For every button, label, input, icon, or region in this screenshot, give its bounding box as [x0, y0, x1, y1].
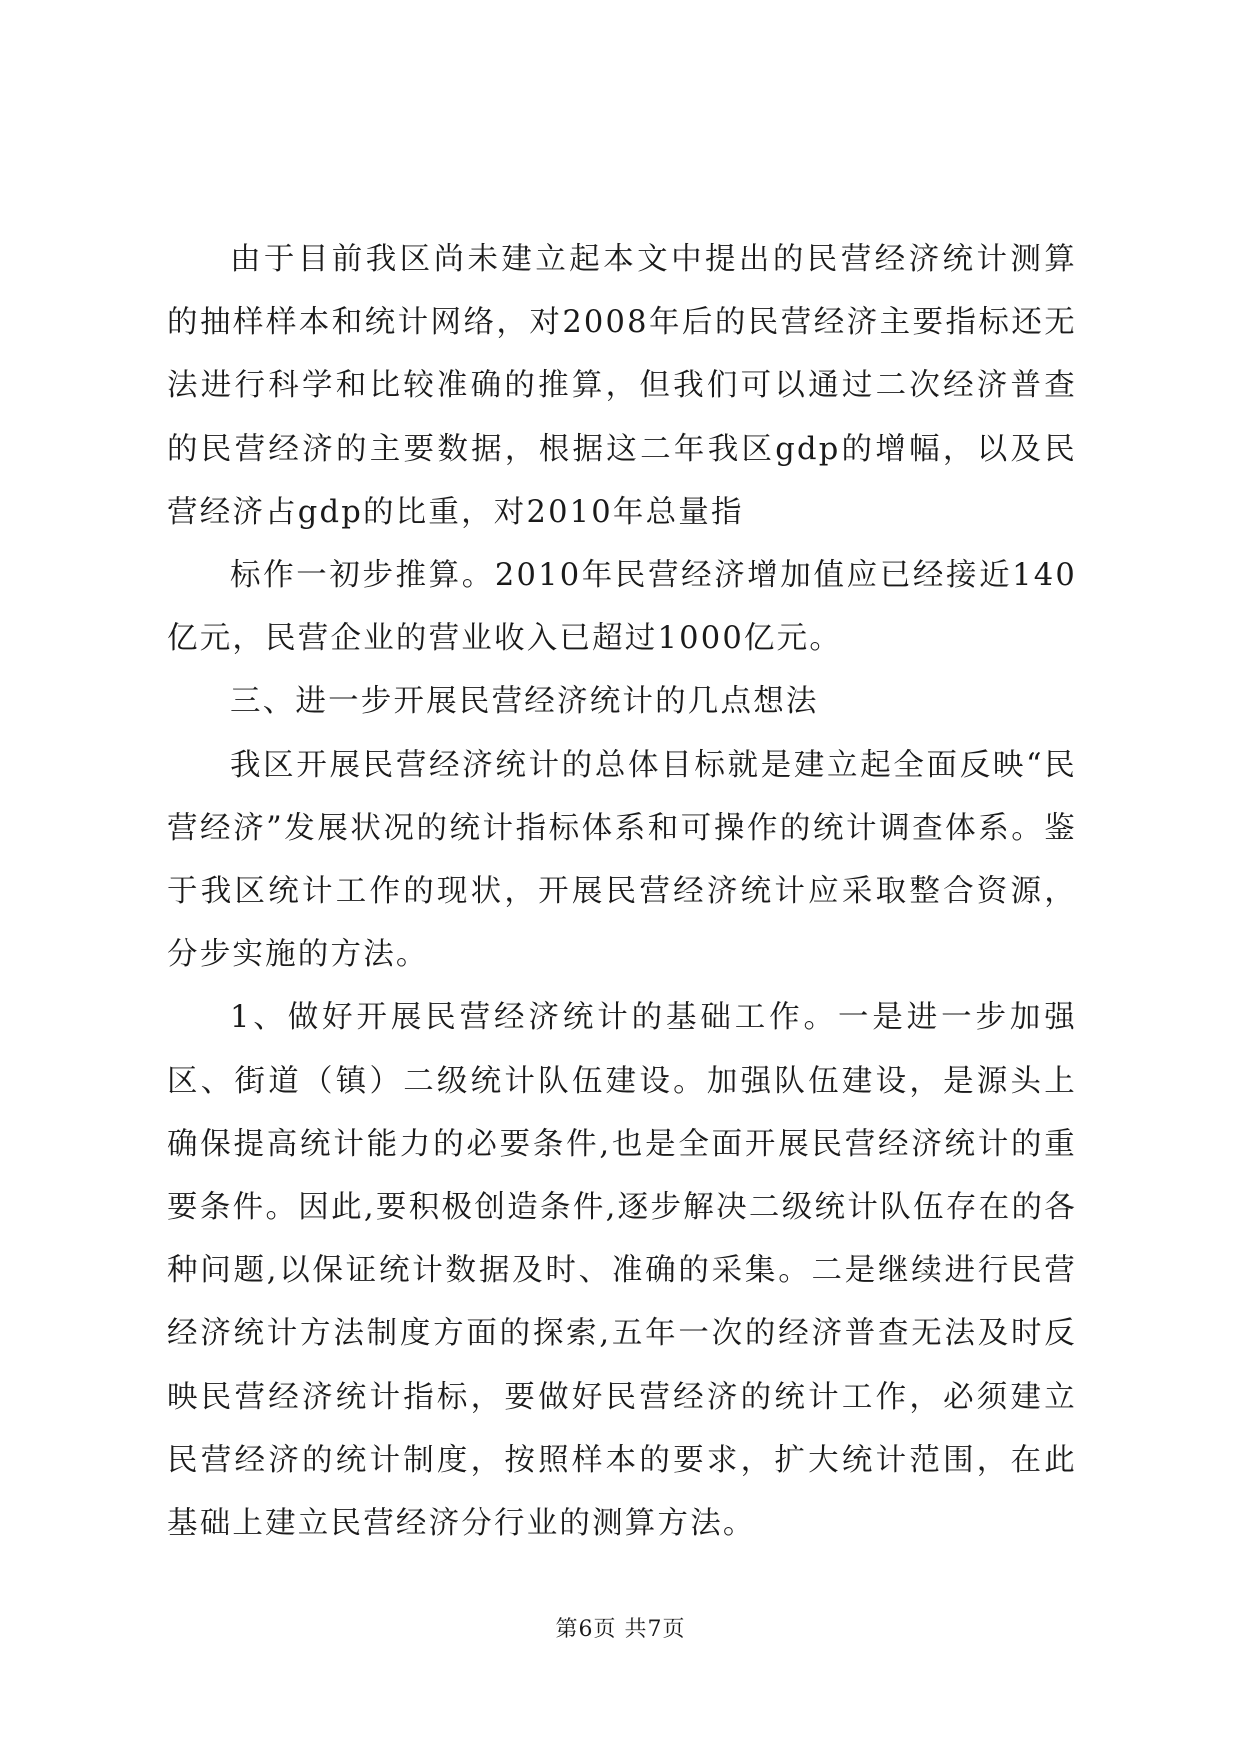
paragraph-1: 由于目前我区尚未建立起本文中提出的民营经济统计测算的抽样样本和统计网络，对2008年后的民营经济主要指标还无法进行科学和比较准确的推算，但我们可以通过二次经济普查的民营经济的主要数据，根据这二年我区gdp的增幅，以及民营经济占gdp的比重，对2010年总量指: [167, 242, 1077, 530]
paragraph-2: 标作一初步推算。2010年民营经济增加值应已经接近140亿元，民营企业的营业收入已超过1000亿元。: [167, 558, 1077, 657]
paragraph-3: 我区开展民营经济统计的总体目标就是建立起全面反映“民营经济”发展状况的统计指标体系和可操作的统计调查体系。鉴于我区统计工作的现状，开展民营经济统计应采取整合资源，分步实施的方法。: [167, 747, 1077, 973]
page-number-label: 第6页 共7页: [555, 1617, 686, 1642]
page-footer: [0, 1612, 1241, 1643]
section-heading: 三、进一步开展民营经济统计的几点想法: [230, 684, 819, 720]
document-body: [167, 228, 1077, 1555]
paragraph-4: 1、做好开展民营经济统计的基础工作。一是进一步加强区、街道（镇）二级统计队伍建设。加强队伍建设，是源头上确保提高统计能力的必要条件,也是全面开展民营经济统计的重要条件。因此,要积极创造条件,逐步解决二级统计队伍存在的各种问题,以保证统计数据及时、准确的采集。二是继续进行民营经济统计方法制度方面的探索,五年一次的经济普查无法及时反映民营经济统计指标，要做好民营经济的统计工作，必须建立民营经济的统计制度，按照样本的要求，扩大统计范围，在此基础上建立民营经济分行业的测算方法。: [167, 1000, 1077, 1542]
